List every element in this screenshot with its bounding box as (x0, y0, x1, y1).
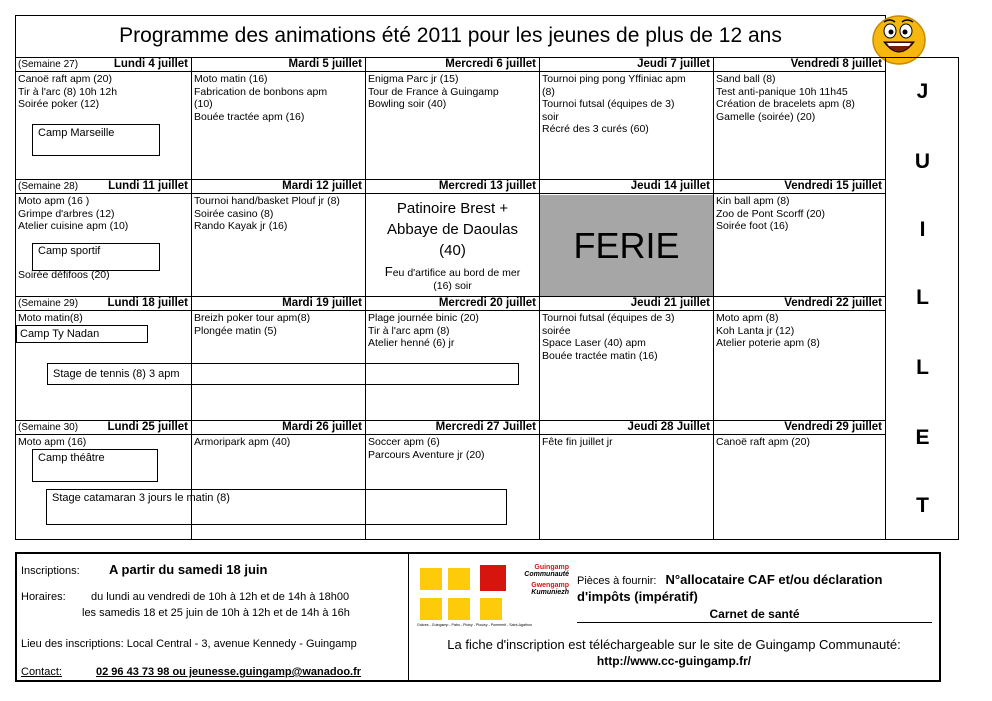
activity: Parcours Aventure jr (20) (368, 448, 485, 461)
website-link[interactable]: http://www.cc-guingamp.fr/ (596, 654, 752, 668)
day-header-mardi: Mardi 5 juillet (192, 58, 365, 72)
stage-box: Stage de tennis (8) 3 apm (47, 363, 519, 385)
inscriptions-value: A partir du samedi 18 juin (109, 562, 268, 577)
day-header-vendredi: Vendredi 15 juillet (714, 180, 885, 194)
day-header-lundi: (Semaine 29) Lundi 18 juillet (16, 297, 191, 311)
activity: Abbaye de Daoulas (387, 221, 518, 238)
activity: Space Laser (40) apm (542, 337, 646, 350)
day-header-lundi: (Semaine 30) Lundi 25 juillet (16, 421, 191, 435)
month-letter: E (915, 426, 930, 449)
activities-mercredi (366, 436, 539, 461)
camp-box: Camp théâtre (32, 449, 158, 482)
horaires-line2: les samedis 18 et 25 juin de 10h à 12h et de 14h à 16h (82, 607, 350, 619)
activities-vendredi (714, 436, 885, 449)
activity: Soirée casino (8) (194, 207, 274, 220)
activity: Atelier henné (6) jr (368, 337, 455, 350)
week-label: (Semaine 30) (18, 422, 79, 433)
fireworks-activity: Feu d'artifice au bord de mer (384, 264, 521, 279)
schedule-grid (15, 57, 886, 540)
activity: Soirée défifoos (20) (18, 269, 110, 281)
activity: Kin ball apm (8) (716, 195, 790, 207)
activity: Patinoire Brest + (396, 200, 509, 217)
activity: Tournoi hand/basket Plouf jr (8) (194, 195, 340, 207)
logo-square (448, 568, 470, 590)
activities-lundi (16, 436, 191, 449)
month-letter: T (916, 494, 929, 517)
activity: Tournoi ping pong Yffiniac apm (542, 73, 686, 85)
day-header-mercredi: Mercredi 13 juillet (366, 180, 539, 194)
day-header-jeudi: Jeudi 21 juillet (540, 297, 713, 311)
registration-info (17, 554, 409, 680)
activity: soirée (542, 324, 571, 337)
pieces-label: Pièces à fournir: (577, 575, 657, 587)
fiche-text: La fiche d'inscription est téléchargeable sur le site de Guingamp Communauté: (447, 637, 901, 652)
day-header-lundi: (Semaine 28) Lundi 11 juillet (16, 180, 191, 194)
day-header-jeudi: Jeudi 14 juillet (540, 180, 713, 194)
activity: (40) (439, 242, 466, 259)
activity: Armoripark apm (40) (194, 436, 291, 448)
month-letter: I (919, 218, 926, 241)
fireworks-detail: (16) soir (433, 280, 472, 292)
logo-square (480, 565, 506, 591)
activity: (8) (542, 85, 555, 98)
activity: Rando Kayak jr (16) (194, 220, 288, 233)
activity: Fabrication de bonbons apm (194, 85, 328, 98)
activity: Soccer apm (6) (368, 436, 440, 448)
activity: Création de bracelets apm (8) (716, 98, 855, 111)
week-label: (Semaine 27) (18, 59, 79, 70)
activity: Fête fin juillet jr (542, 436, 613, 448)
activity: Canoë raft apm (20) (716, 436, 810, 448)
activities-lundi (16, 73, 191, 111)
logo-square (420, 598, 442, 620)
contact-row (21, 666, 361, 678)
activity: soir (542, 110, 559, 123)
day-header-jeudi: Jeudi 28 Juillet (540, 421, 713, 435)
camp-box: Camp Ty Nadan (16, 325, 148, 343)
pieces-value1: N°allocataire CAF et/ou déclaration (665, 572, 883, 587)
pieces-row (577, 572, 882, 587)
activity: Bouée tractée apm (16) (194, 110, 305, 123)
day-header-vendredi: Vendredi 22 juillet (714, 297, 885, 311)
activity: Tir à l'arc (8) 10h 12h (18, 85, 118, 98)
horaires-line1: du lundi au vendredi de 10h à 12h et de 14h à 18h00 (91, 591, 350, 603)
inscriptions-row (21, 562, 267, 577)
week-label: (Semaine 29) (18, 298, 79, 309)
holiday-block: FERIE (540, 195, 713, 296)
activities-jeudi (540, 312, 713, 362)
day-header-mardi: Mardi 12 juillet (192, 180, 365, 194)
activity: Tournoi futsal (équipes de 3) (542, 98, 675, 111)
activity: Tour de France à Guingamp (368, 85, 499, 98)
activities-vendredi (714, 73, 885, 123)
horaires-row (21, 591, 349, 603)
activity: Enigma Parc jr (15) (368, 73, 459, 85)
activity: Atelier cuisine apm (10) (18, 220, 129, 233)
activity: Tournoi futsal (équipes de 3) (542, 312, 675, 324)
activity: Grimpe d'arbres (12) (18, 207, 115, 220)
activities-mardi (192, 73, 365, 123)
activity: Bouée tractée matin (16) (542, 349, 658, 362)
activities-mardi (192, 436, 365, 449)
logo-square (480, 598, 502, 620)
contact-value[interactable]: 02 96 43 73 98 ou jeunesse.guingamp@wanadoo.fr (96, 666, 362, 678)
camp-box: Camp Marseille (32, 124, 160, 156)
day-header-mercredi: Mercredi 20 juillet (366, 297, 539, 311)
horaires-label: Horaires: (21, 591, 66, 603)
day-header-jeudi: Jeudi 7 juillet (540, 58, 713, 72)
activity: Gamelle (soirée) (20) (716, 110, 816, 123)
activity: Koh Lanta jr (12) (716, 324, 795, 337)
logo-square (448, 598, 470, 620)
activity: Moto matin (16) (194, 73, 268, 85)
activity: Moto apm (16) (18, 436, 87, 448)
activity: (10) (194, 98, 213, 111)
patinoire-activity (366, 198, 539, 293)
activities-jeudi (540, 73, 713, 136)
logo-communes: Grâces - Guingamp - Pabu - Ploisy - Plouisy - Pommerit - Saint-Agathon (417, 623, 533, 627)
activity: Moto matin(8) (18, 312, 83, 324)
activity: Plage journée binic (20) (368, 312, 479, 324)
page-title: Programme des animations été 2011 pour les jeunes de plus de 12 ans (15, 15, 886, 57)
month-letter: J (916, 80, 929, 103)
day-header-vendredi: Vendredi 8 juillet (714, 58, 885, 72)
lieu-inscriptions: Lieu des inscriptions: Local Central - 3, avenue Kennedy - Guingamp (21, 638, 357, 650)
camp-box: Camp sportif (32, 243, 160, 271)
activities-jeudi (540, 436, 713, 449)
activities-mardi (192, 312, 365, 337)
activity: Moto apm (8) (716, 312, 779, 324)
activities-vendredi (714, 312, 885, 350)
documents-info (409, 554, 939, 680)
activities-lundi (16, 195, 191, 233)
pieces-value3: Carnet de santé (577, 606, 932, 623)
logo-square (420, 568, 442, 590)
month-name-column (886, 57, 959, 540)
info-panel (15, 552, 941, 682)
activity: Récré des 3 curés (60) (542, 123, 649, 136)
day-header-lundi: (Semaine 27) Lundi 4 juillet (16, 58, 191, 72)
activity: Sand ball (8) (716, 73, 776, 85)
day-header-mercredi: Mercredi 6 juillet (366, 58, 539, 72)
day-header-vendredi: Vendredi 29 juillet (714, 421, 885, 435)
day-header-mardi: Mardi 19 juillet (192, 297, 365, 311)
stage-box: Stage catamaran 3 jours le matin (8) (46, 489, 507, 525)
activity: Atelier poterie apm (8) (716, 337, 820, 350)
activity: Test anti-panique 10h 11h45 (716, 85, 848, 98)
activity: Canoë raft apm (20) (18, 73, 112, 85)
activity: Bowling soir (40) (368, 98, 447, 111)
pieces-value2: d'impôts (impératif) (577, 589, 698, 604)
activities-mercredi (366, 312, 539, 350)
month-letter: L (916, 356, 929, 379)
activity: Soirée foot (16) (716, 220, 789, 233)
day-header-mercredi: Mercredi 27 Juillet (366, 421, 539, 435)
activity: Zoo de Pont Scorff (20) (716, 207, 825, 220)
activities-mardi (192, 195, 365, 233)
activity: Tir à l'arc apm (8) (368, 324, 450, 337)
activity: Plongée matin (5) (194, 324, 277, 337)
week-label: (Semaine 28) (18, 181, 79, 192)
activity: Soirée poker (12) (18, 98, 100, 111)
activities-mercredi (366, 73, 539, 111)
activities-vendredi (714, 195, 885, 233)
month-letter: U (914, 150, 931, 173)
day-header-mardi: Mardi 26 juillet (192, 421, 365, 435)
contact-label: Contact: (21, 666, 62, 678)
month-letter: L (916, 286, 929, 309)
logo-text: Guingamp Communauté Gwengamp Kumuniezh (524, 564, 569, 596)
activity: Breizh poker tour apm(8) (194, 312, 311, 324)
activities-lundi (16, 312, 191, 325)
activity: Moto apm (16 ) (18, 195, 90, 207)
inscriptions-label: Inscriptions: (21, 565, 80, 577)
